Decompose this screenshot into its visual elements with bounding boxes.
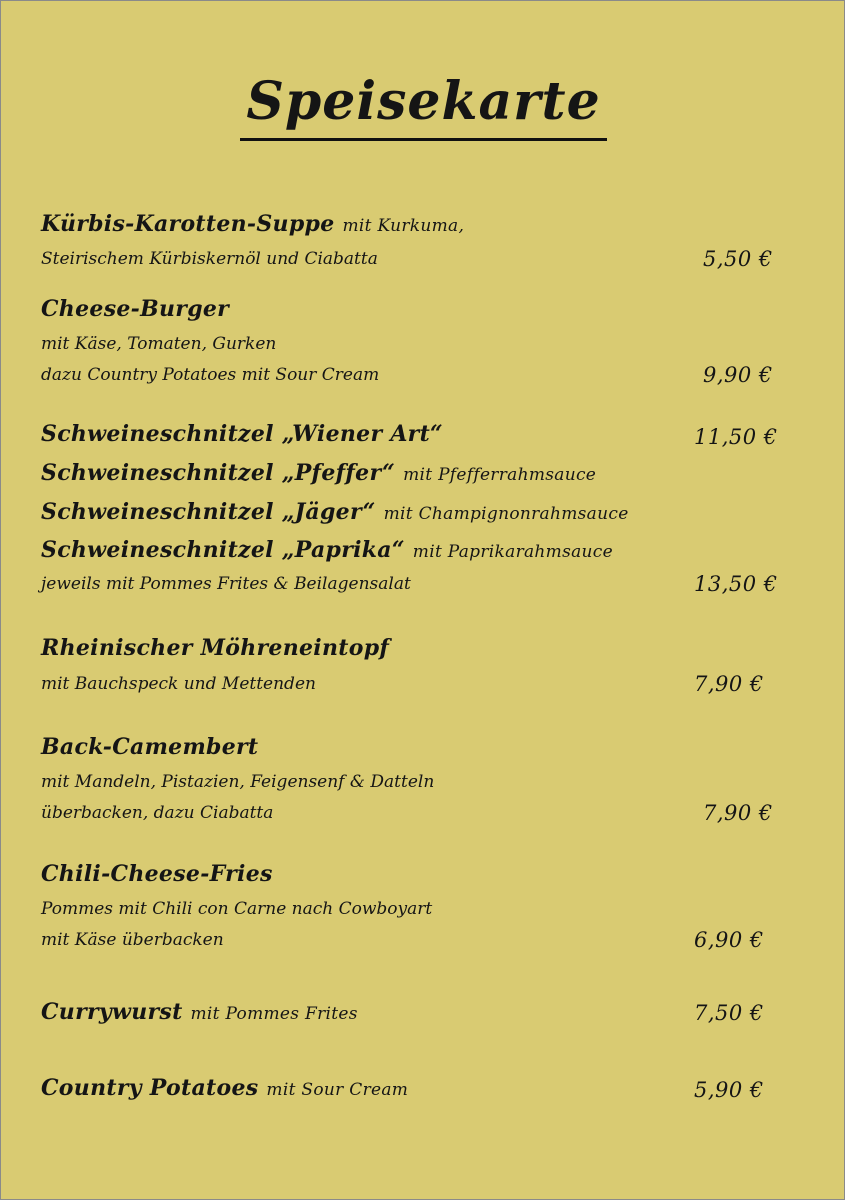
dish-name-line (41, 211, 464, 237)
dish-price: 9,90 € (703, 363, 773, 387)
dish-name: Schweineschnitzel „Wiener Art“ (41, 421, 443, 447)
dish-description: jeweils mit Pommes Frites & Beilagensalat (41, 574, 411, 594)
dish-description-inline: mit Pommes Frites (190, 1004, 358, 1024)
dish-name-line (41, 460, 596, 486)
dish-price: 5,50 € (703, 247, 773, 271)
dish-price: 7,90 € (694, 672, 764, 696)
dish-description-inline: mit Kurkuma, (342, 216, 465, 236)
dish-description: dazu Country Potatoes mit Sour Cream (41, 365, 380, 385)
dish-name: Kürbis-Karotten-Suppe (41, 211, 335, 237)
dish-name: Chili-Cheese-Fries (41, 861, 273, 887)
dish-name: Cheese-Burger (41, 296, 230, 322)
dish-price: 6,90 € (694, 928, 764, 952)
dish-price: 7,50 € (694, 1001, 764, 1025)
dish-price: 7,90 € (703, 801, 773, 825)
dish-name: Country Potatoes (41, 1075, 259, 1101)
dish-description: Pommes mit Chili con Carne nach Cowboyart (41, 899, 433, 919)
dish-description: mit Käse überbacken (41, 930, 224, 950)
dish-name: Back-Camembert (41, 734, 259, 760)
dish-description-inline: mit Pfefferrahmsauce (403, 465, 597, 485)
menu-title: Speisekarte (1, 71, 845, 141)
dish-price: 11,50 € (694, 425, 778, 449)
dish-description-inline: mit Sour Cream (266, 1080, 409, 1100)
dish-name: Schweineschnitzel „Paprika“ (41, 537, 405, 563)
dish-name-line (41, 537, 613, 563)
dish-name: Currywurst (41, 999, 183, 1025)
dish-description: mit Mandeln, Pistazien, Feigensenf & Datteln (41, 772, 435, 792)
dish-description-inline: mit Paprikarahmsauce (412, 542, 613, 562)
dish-name: Schweineschnitzel „Jäger“ (41, 499, 376, 525)
dish-description: überbacken, dazu Ciabatta (41, 803, 274, 823)
dish-name: Schweineschnitzel „Pfeffer“ (41, 460, 396, 486)
dish-name-line (41, 499, 629, 525)
dish-description-inline: mit Champignonrahmsauce (383, 504, 629, 524)
dish-name: Rheinischer Möhreneintopf (41, 635, 390, 661)
dish-description: Steirischem Kürbiskernöl und Ciabatta (41, 249, 378, 269)
dish-description: mit Käse, Tomaten, Gurken (41, 334, 277, 354)
dish-price: 13,50 € (694, 572, 778, 596)
dish-price: 5,90 € (694, 1078, 764, 1102)
dish-description: mit Bauchspeck und Mettenden (41, 674, 316, 694)
dish-name-line (41, 1075, 408, 1101)
dish-name-line (41, 999, 358, 1025)
